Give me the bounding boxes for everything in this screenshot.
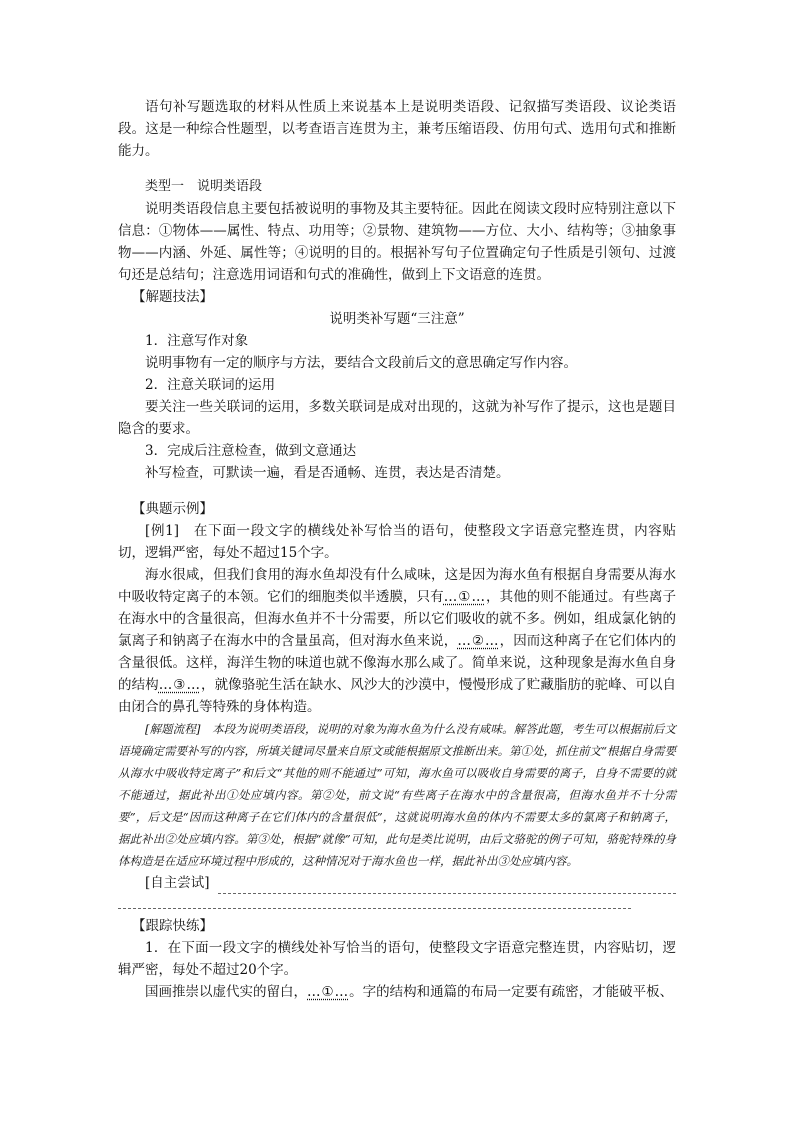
method-item-3-body: 补写检查，可默读一遍，看是否通畅、连贯，表达是否清楚。	[145, 465, 510, 481]
document-content	[118, 96, 676, 1003]
analysis-paragraph: [解题流程] 本段为说明类语段，说明的对象为海水鱼为什么没有咸味。解答此题，考生可以根据前后文语境确定需要补写的内容，所填关键词尽量来自原文或能根据原文推断出来。第①处，抓住前文“根据自身需要从海水中吸收特定离子”和后文“其他的则不能通过”可知，海水鱼可以吸收自身需要的离子，自身不需要的就不能通过，据此补出①处应填内容。第②处，前文说“有些离子在海水中的含量很高，但海水鱼并不十分需要”，后文是“因而这种离子在它们体内的含量很低”，这就说明海水鱼的体内不需要太多的氯离子和钠离子，据此补出②处应填内容。第③处，根据“就像”可知，此句是类比说明，由后文骆驼的例子可知，骆驼特殊的身体构造是在适应环境过程中形成的，这种情况对于海水鱼也一样，据此补出③处应填内容。	[118, 722, 676, 868]
type1-heading: 类型一 说明类语段	[145, 179, 263, 194]
practice-label: 【跟踪快练】	[132, 918, 213, 934]
practice-passage	[118, 981, 676, 1003]
passage-part-4: ，就像骆驼生活在缺水、风沙大的沙漠中，慢慢形成了贮藏脂肪的驼峰、可以自由闭合的鼻孔等特殊的身体构造。	[118, 677, 676, 715]
blank-2: …②…	[457, 633, 500, 649]
method-item-1-body: 说明事物有一定的顺序与方法，要结合文段前后文的意思确定写作内容。	[145, 355, 577, 371]
method-item-3-head: 3．完成后注意检查，做到文意通达	[145, 443, 357, 459]
passage-part-3: ，因而这种离子在它们体内的含量很低。这样，海洋生物的味道也就不像海水那么咸了。简单来说，这种现象是海水鱼自身的结构	[118, 633, 677, 693]
example-question: [例1] 在下面一段文字的横线处补写恰当的语句，使整段文字语意完整连贯，内容贴切，逻辑严密，每处不超过15个字。	[118, 523, 676, 561]
self-try-row	[118, 872, 676, 894]
practice-question: 1．在下面一段文字的横线处补写恰当的语句，使整段文字语意完整连贯，内容贴切，逻辑严密，每处不超过20个字。	[118, 940, 676, 978]
method-label: 【解题技法】	[132, 289, 213, 305]
answer-line-2[interactable]	[118, 894, 631, 909]
practice-part-2: 。字的结构和通篇的布局一定要有疏密，才能破平板、	[349, 984, 674, 1000]
practice-part-1: 国画推崇以虚代实的留白，	[145, 984, 307, 1000]
type1-description: 说明类语段信息主要包括被说明的事物及其主要特征。因此在阅读文段时应特别注意以下信息：①物体——属性、特点、功用等；②景物、建筑物——方位、大小、结构等；③抽象事物——内涵、外延、属性等；④说明的目的。根据补写句子位置确定句子性质是引领句、过渡句还是总结句；注意选用词语和句式的准确性，做到上下文语意的连贯。	[118, 201, 676, 283]
method-item-2-body: 要关注一些关联词的运用，多数关联词是成对出现的，这就为补写作了提示，这也是题目隐含的要求。	[118, 399, 676, 437]
passage-part-2: ，其他的则不能通过。有些离子在海水中的含量很高，但海水鱼并不十分需要，所以它们吸收的就不多。例如，组成氯化钠的氯离子和钠离子在海水中的含量虽高，但对海水鱼来说，	[118, 589, 676, 649]
method-item-2-head: 2．注意关联词的运用	[145, 377, 276, 393]
example-passage	[118, 564, 676, 718]
method-item-1-head: 1．注意写作对象	[145, 333, 249, 349]
method-title: 说明类补写题“三注意”	[329, 311, 465, 327]
answer-line-1[interactable]	[218, 879, 676, 894]
intro-paragraph: 语句补写题选取的材料从性质上来说基本上是说明类语段、记叙描写类语段、议论类语段。这是一种综合性题型，以考查语言连贯为主，兼考压缩语段、仿用句式、选用句式和推断能力。	[118, 99, 676, 159]
example-label: 【典题示例】	[132, 501, 213, 517]
self-try-label: [自主尝试]	[145, 875, 210, 891]
blank-1: …①…	[443, 589, 486, 605]
blank-3: …③…	[158, 677, 201, 693]
passage-part-1: 海水很咸，但我们食用的海水鱼却没有什么咸味，这是因为海水鱼有根据自身需要从海水中吸收特定离子的本领。它们的细胞类似半透膜，只有	[118, 567, 676, 605]
practice-blank-1: …①…	[307, 984, 350, 1000]
